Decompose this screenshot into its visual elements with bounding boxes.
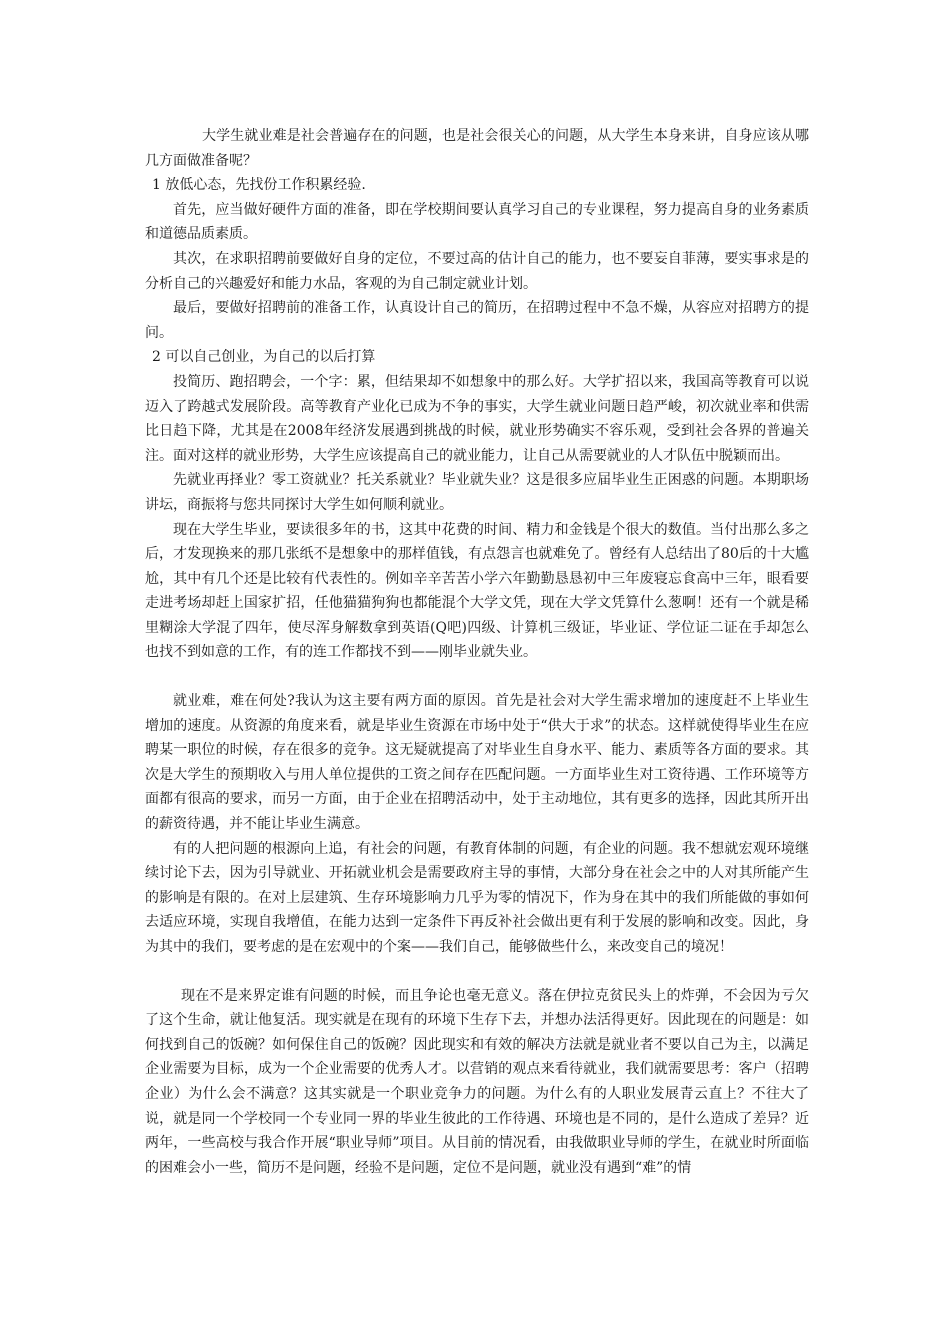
section-heading-2: 2 可以自己创业，为自己的以后打算 [152, 349, 376, 366]
paragraph-last: 最后，要做好招聘前的准备工作，认真设计自己的简历，在招聘过程中不急不燥，从容应对招聘方的提问。 [145, 300, 809, 341]
paragraph-job-hunting: 投简历、跑招聘会，一个字：累，但结果却不如想象中的那么好。大学扩招以来，我国高等教育可以说迈入了跨越式发展阶段。高等教育产业化已成为不争的事实，大学生就业问题日趋严峻，初次就业率和供需比日趋下降，尤其是在2008年经济发展遇到挑战的时候，就业形势确实不容乐观，受到社会各界的普遍关注。面对这样的就业形势，大学生应该提高自己的就业能力，让自己从需要就业的人才队伍中脱颖而出。 [145, 373, 809, 464]
intro-paragraph: 大学生就业难是社会普遍存在的问题，也是社会很关心的问题，从大学生本身来讲，自身应该从哪几方面做准备呢？ [145, 128, 809, 169]
paragraph-gap [145, 665, 809, 689]
paragraph-now: 现在不是来界定谁有问题的时候，而且争论也毫无意义。落在伊拉克贫民头上的炸弹，不会因为亏欠了这个生命，就让他复活。现实就是在现有的环境下生存下去，并想办法活得更好。因此现在的问题是：如何找到自己的饭碗？如何保住自己的饭碗？因此现实和有效的解决方法就是就业者不要以自己为主，以满足企业需要为目标，成为一个企业需要的优秀人才。以营销的观点来看待就业，我们就需要思考：客户（招聘企业）为什么会不满意？这其实就是一个职业竞争力的问题。为什么有的人职业发展青云直上？不往大了说，就是同一个学校同一个专业同一界的毕业生彼此的工作待遇、环境也是不同的，是什么造成了差异？近两年，一些高校与我合作开展“职业导师”项目。从目前的情况看，由我做职业导师的学生，在就业时所面临的困难会小一些，简历不是问题，经验不是问题，定位不是问题，就业没有遇到“难”的情 [145, 987, 809, 1176]
paragraph-second: 其次，在求职招聘前要做好自身的定位，不要过高的估计自己的能力，也不要妄自菲薄，要实事求是的分析自己的兴趣爱好和能力水品，客观的为自己制定就业计划。 [145, 250, 809, 292]
paragraph-questions: 先就业再择业？零工资就业？托关系就业？毕业就失业？这是很多应届毕业生正困惑的问题。本期职场讲坛，商振将与您共同探讨大学生如何顺利就业。 [145, 472, 809, 513]
paragraph-graduates: 现在大学生毕业，要读很多年的书，这其中花费的时间、精力和金钱是个很大的数值。当付出那么多之后，才发现换来的那几张纸不是想象中的那样值钱，有点怨言也就难免了。曾经有人总结出了80后的十大尴尬，其中有几个还是比较有代表性的。例如辛辛苦苦小学六年勤勤恳恳初中三年废寝忘食高中三年，眼看要走进考场却赶上国家扩招，任他猫猫狗狗也都能混个大学文凭，现在大学文凭算什么葱啊！还有一个就是稀里糊涂大学混了四年，使尽浑身解数拿到英语(Q吧)四级、计算机三级证，毕业证、学位证二证在手却怎么也找不到如意的工作，有的连工作都找不到——刚毕业就失业。 [145, 521, 809, 661]
document-body [145, 124, 809, 1180]
paragraph-first: 首先，应当做好硬件方面的准备，即在学校期间要认真学习自己的专业课程，努力提高自身的业务素质和道德品质素质。 [145, 201, 809, 243]
paragraph-gap [145, 960, 809, 984]
paragraph-root-cause: 有的人把问题的根源向上追，有社会的问题，有教育体制的问题，有企业的问题。我不想就宏观环境继续讨论下去，因为引导就业、开拓就业机会是需要政府主导的事情，大部分身在社会之中的人对其所能产生的影响是有限的。在对上层建筑、生存环境影响力几乎为零的情况下，作为身在其中的我们所能做的事如何去适应环境，实现自我增值，在能力达到一定条件下再反补社会做出更有利于发展的影响和改变。因此，身为其中的我们，要考虑的是在宏观中的个案——我们自己，能够做些什么，来改变自己的境况！ [145, 840, 809, 955]
paragraph-difficulty: 就业难，难在何处?我认为这主要有两方面的原因。首先是社会对大学生需求增加的速度赶不上毕业生增加的速度。从资源的角度来看，就是毕业生资源在市场中处于“供大于求”的状态。这样就使得毕业生在应聘某一职位的时候，存在很多的竞争。这无疑就提高了对毕业生自身水平、能力、素质等各方面的要求。其次是大学生的预期收入与用人单位提供的工资之间存在匹配问题。一方面毕业生对工资待遇、工作环境等方面都有很高的要求，而另一方面，由于企业在招聘活动中，处于主动地位，其有更多的选择，因此其所开出的薪资待遇，并不能让毕业生满意。 [145, 693, 809, 833]
section-heading-1: 1 放低心态，先找份工作积累经验. [152, 177, 366, 194]
